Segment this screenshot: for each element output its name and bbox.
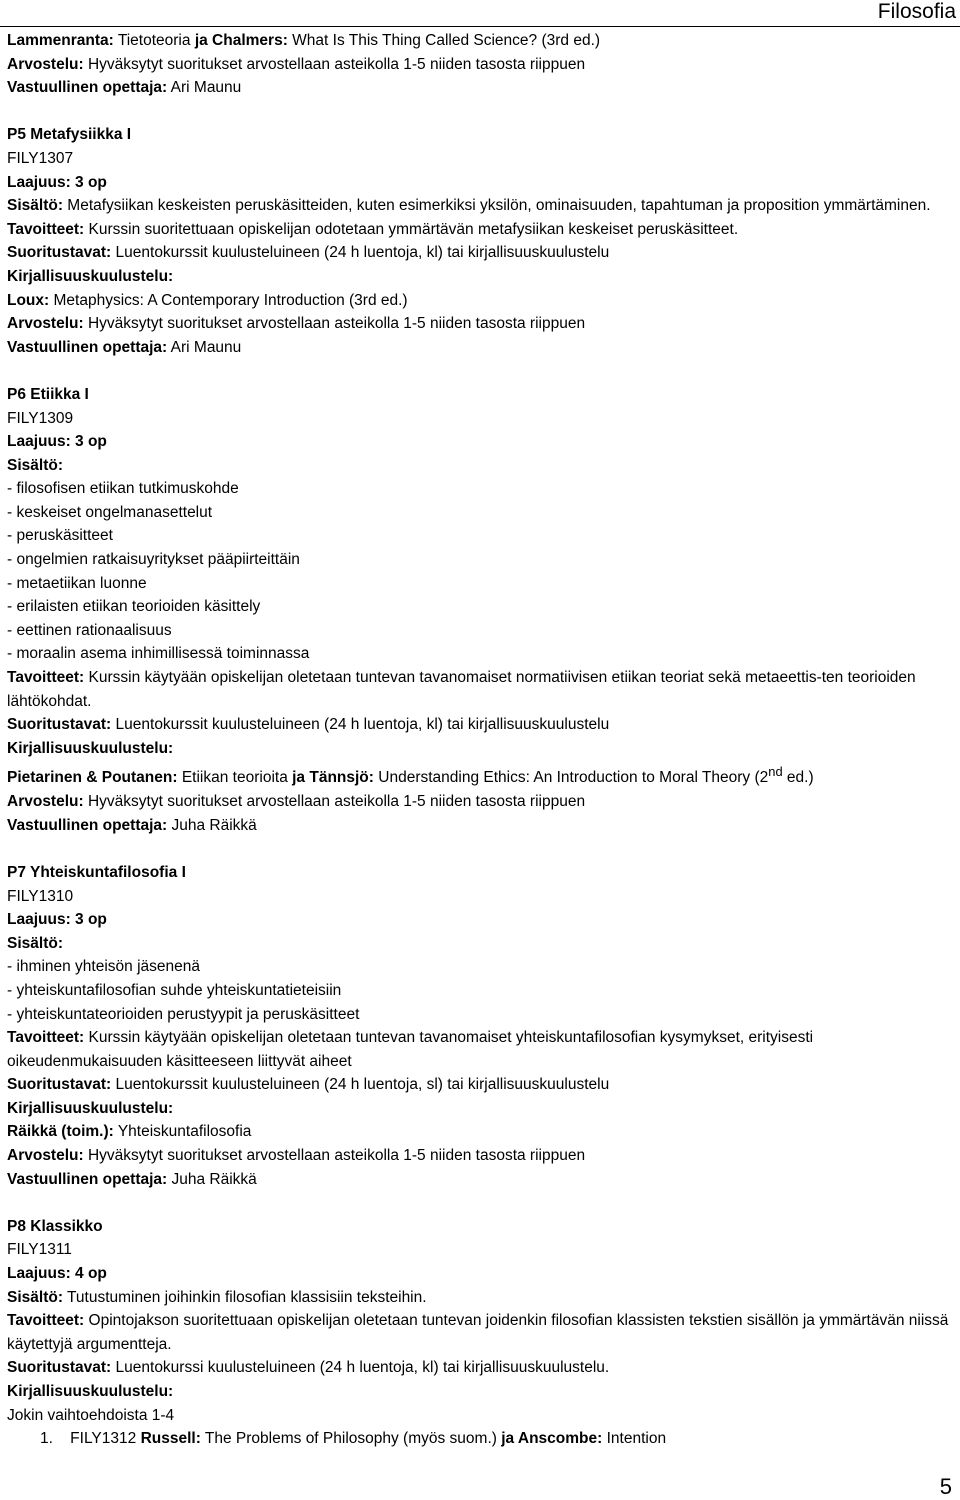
literature-line bbox=[7, 760, 952, 790]
course-goals bbox=[7, 218, 952, 242]
lit-author: ja Tännsjö: bbox=[292, 769, 374, 787]
methods-label: Suoritustavat: bbox=[7, 244, 112, 262]
exam-label: Kirjallisuuskuulustelu: bbox=[7, 739, 174, 757]
grading-label: Arvostelu: bbox=[7, 55, 84, 73]
document-body bbox=[7, 29, 952, 1451]
course-credits: Laajuus: 3 op bbox=[7, 173, 107, 191]
methods-text: Luentokurssit kuulusteluineen (24 h luentoja, kl) tai kirjallisuuskuulustelu bbox=[111, 244, 610, 262]
grading-line bbox=[7, 1144, 952, 1168]
teacher-line bbox=[7, 336, 952, 360]
lit-author: Pietarinen & Poutanen: bbox=[7, 769, 178, 787]
content-item: - yhteiskuntafilosofian suhde yhteiskuntatieteisiin bbox=[7, 981, 342, 999]
course-methods bbox=[7, 1356, 952, 1380]
lit-author: Loux: bbox=[7, 291, 50, 309]
methods-text: Luentokurssi kuulusteluineen (24 h luentoja, kl) tai kirjallisuuskuulustelu. bbox=[111, 1359, 610, 1377]
content-label: Sisältö: bbox=[7, 934, 63, 952]
content-item: - moraalin asema inhimillisessä toiminnassa bbox=[7, 645, 310, 663]
content-label: Sisältö: bbox=[7, 1288, 63, 1306]
literature-line bbox=[7, 289, 952, 313]
lit-author: Lammenranta: bbox=[7, 32, 114, 49]
course-credits: Laajuus: 4 op bbox=[7, 1265, 107, 1283]
exam-label: Kirjallisuuskuulustelu: bbox=[7, 1383, 174, 1400]
lit-title: Yhteiskuntafilosofia bbox=[113, 1123, 252, 1141]
course-content bbox=[7, 194, 952, 218]
lit-title: Intention bbox=[602, 1430, 667, 1448]
exam-label: Kirjallisuuskuulustelu: bbox=[7, 1099, 174, 1117]
goals-label: Tavoitteet: bbox=[7, 669, 85, 687]
lit-title: Understanding Ethics: An Introduction to Moral Theory (2 bbox=[373, 769, 769, 787]
teacher-name: Ari Maunu bbox=[167, 79, 242, 97]
exam-label: Kirjallisuuskuulustelu: bbox=[7, 267, 174, 285]
course-credits: Laajuus: 3 op bbox=[7, 911, 107, 929]
option-code: FILY1312 bbox=[70, 1430, 137, 1448]
course-code: FILY1307 bbox=[7, 149, 74, 167]
goals-text: Kurssin käytyään opiskelijan oletetaan tuntevan tavanomaiset normatiivisen etiikan teoriat sekä metaeettis-ten teorioiden lähtökohdat. bbox=[7, 669, 916, 710]
course-methods bbox=[7, 241, 952, 265]
grading-label: Arvostelu: bbox=[7, 315, 84, 333]
lit-title-end: ed.) bbox=[782, 769, 814, 787]
grading-label: Arvostelu: bbox=[7, 793, 84, 811]
goals-text: Opintojakson suoritettuaan opiskelijan oletetaan tuntevan joidenkin filosofian klassisten tekstien sisällön ja ymmärtävän niissä käytettyjä argumentteja. bbox=[7, 1312, 949, 1353]
teacher-name: Ari Maunu bbox=[167, 338, 242, 356]
content-text: Metafysiikan keskeisten peruskäsitteiden, kuten esimerkiksi yksilön, ominaisuuden, tapahtuman ja proposition ymmärtäminen. bbox=[62, 197, 931, 215]
lit-title: What Is This Thing Called Science? (3rd ed.) bbox=[287, 32, 601, 49]
grading-text: Hyväksytyt suoritukset arvostellaan asteikolla 1-5 niiden tasosta riippuen bbox=[83, 793, 586, 811]
course-title: P5 Metafysiikka I bbox=[7, 126, 132, 144]
teacher-line bbox=[7, 76, 952, 100]
content-item: - keskeiset ongelmanasettelut bbox=[7, 503, 213, 521]
course-methods bbox=[7, 1073, 952, 1097]
teacher-label: Vastuullinen opettaja: bbox=[7, 816, 168, 834]
course-goals bbox=[7, 1026, 952, 1073]
lit-author: Russell: bbox=[140, 1430, 201, 1448]
teacher-name: Juha Räikkä bbox=[167, 1170, 257, 1188]
teacher-label: Vastuullinen opettaja: bbox=[7, 79, 168, 97]
course-content bbox=[7, 1286, 952, 1310]
content-item: - ongelmien ratkaisuyritykset pääpiirteittäin bbox=[7, 551, 300, 569]
lit-title: Tietoteoria bbox=[113, 32, 195, 49]
content-item: - erilaisten etiikan teorioiden käsittely bbox=[7, 598, 261, 616]
course-code: FILY1310 bbox=[7, 887, 74, 905]
methods-text: Luentokurssit kuulusteluineen (24 h luentoja, sl) tai kirjallisuuskuulustelu bbox=[111, 1076, 610, 1094]
teacher-name: Juha Räikkä bbox=[167, 816, 257, 834]
goals-label: Tavoitteet: bbox=[7, 1312, 85, 1330]
literature-line bbox=[7, 1120, 952, 1144]
option-number: 1. bbox=[40, 1430, 53, 1448]
course-title: P7 Yhteiskuntafilosofia I bbox=[7, 863, 186, 881]
grading-text: Hyväksytyt suoritukset arvostellaan asteikolla 1-5 niiden tasosta riippuen bbox=[83, 55, 586, 73]
lit-author: Räikkä (toim.): bbox=[7, 1123, 114, 1141]
lit-superscript: nd bbox=[768, 764, 783, 780]
content-item: - eettinen rationaalisuus bbox=[7, 621, 172, 639]
lit-title: The Problems of Philosophy (myös suom.) bbox=[200, 1430, 502, 1448]
goals-text: Kurssin käytyään opiskelijan oletetaan tuntevan tavanomaiset yhteiskuntafilosofian kysymykset, erityisesti oikeudenmukaisuuden käsitteeseen liittyvät aiheet bbox=[7, 1029, 814, 1070]
content-item: - filosofisen etiikan tutkimuskohde bbox=[7, 480, 239, 498]
course-goals bbox=[7, 666, 952, 713]
teacher-label: Vastuullinen opettaja: bbox=[7, 338, 168, 356]
grading-line bbox=[7, 312, 952, 336]
course-title: P8 Klassikko bbox=[7, 1217, 103, 1235]
goals-label: Tavoitteet: bbox=[7, 1029, 85, 1047]
methods-label: Suoritustavat: bbox=[7, 716, 112, 734]
grading-text: Hyväksytyt suoritukset arvostellaan asteikolla 1-5 niiden tasosta riippuen bbox=[83, 315, 586, 333]
grading-label: Arvostelu: bbox=[7, 1147, 84, 1165]
course-code: FILY1309 bbox=[7, 409, 74, 427]
goals-text: Kurssin suoritettuaan opiskelijan odotetaan ymmärtävän metafysiikan keskeiset peruskäsitteet. bbox=[84, 220, 739, 238]
choice-text: Jokin vaihtoehdoista 1-4 bbox=[7, 1406, 175, 1424]
lit-author: ja Anscombe: bbox=[501, 1430, 603, 1448]
option-item bbox=[7, 1427, 952, 1451]
content-item: - peruskäsitteet bbox=[7, 527, 113, 545]
teacher-label: Vastuullinen opettaja: bbox=[7, 1170, 168, 1188]
course-title: P6 Etiikka I bbox=[7, 385, 89, 403]
methods-label: Suoritustavat: bbox=[7, 1076, 112, 1094]
content-item: - metaetiikan luonne bbox=[7, 574, 147, 592]
lit-conjunction: ja bbox=[194, 32, 208, 49]
lit-author: Chalmers: bbox=[207, 32, 288, 49]
course-methods bbox=[7, 713, 952, 737]
grading-line bbox=[7, 790, 952, 814]
methods-text: Luentokurssit kuulusteluineen (24 h luentoja, kl) tai kirjallisuuskuulustelu bbox=[111, 716, 610, 734]
course-goals bbox=[7, 1309, 952, 1356]
lit-title: Metaphysics: A Contemporary Introduction (3rd ed.) bbox=[49, 291, 408, 309]
course-credits: Laajuus: 3 op bbox=[7, 433, 107, 451]
teacher-line bbox=[7, 1168, 952, 1192]
literature-line bbox=[7, 29, 952, 53]
content-label: Sisältö: bbox=[7, 456, 63, 474]
grading-text: Hyväksytyt suoritukset arvostellaan asteikolla 1-5 niiden tasosta riippuen bbox=[83, 1147, 586, 1165]
header-title: Filosofia bbox=[877, 0, 956, 23]
content-text: Tutustuminen joihinkin filosofian klassisiin teksteihin. bbox=[62, 1288, 427, 1306]
content-item: - yhteiskuntateorioiden perustyypit ja peruskäsitteet bbox=[7, 1005, 360, 1023]
teacher-line bbox=[7, 814, 952, 838]
methods-label: Suoritustavat: bbox=[7, 1359, 112, 1377]
content-label: Sisältö: bbox=[7, 197, 63, 215]
grading-line bbox=[7, 53, 952, 77]
page-number: 5 bbox=[939, 1474, 952, 1499]
course-code: FILY1311 bbox=[7, 1241, 72, 1259]
lit-title: Etiikan teorioita bbox=[177, 769, 293, 787]
content-item: - ihminen yhteisön jäsenenä bbox=[7, 958, 201, 976]
page-header bbox=[0, 0, 960, 27]
goals-label: Tavoitteet: bbox=[7, 220, 85, 238]
